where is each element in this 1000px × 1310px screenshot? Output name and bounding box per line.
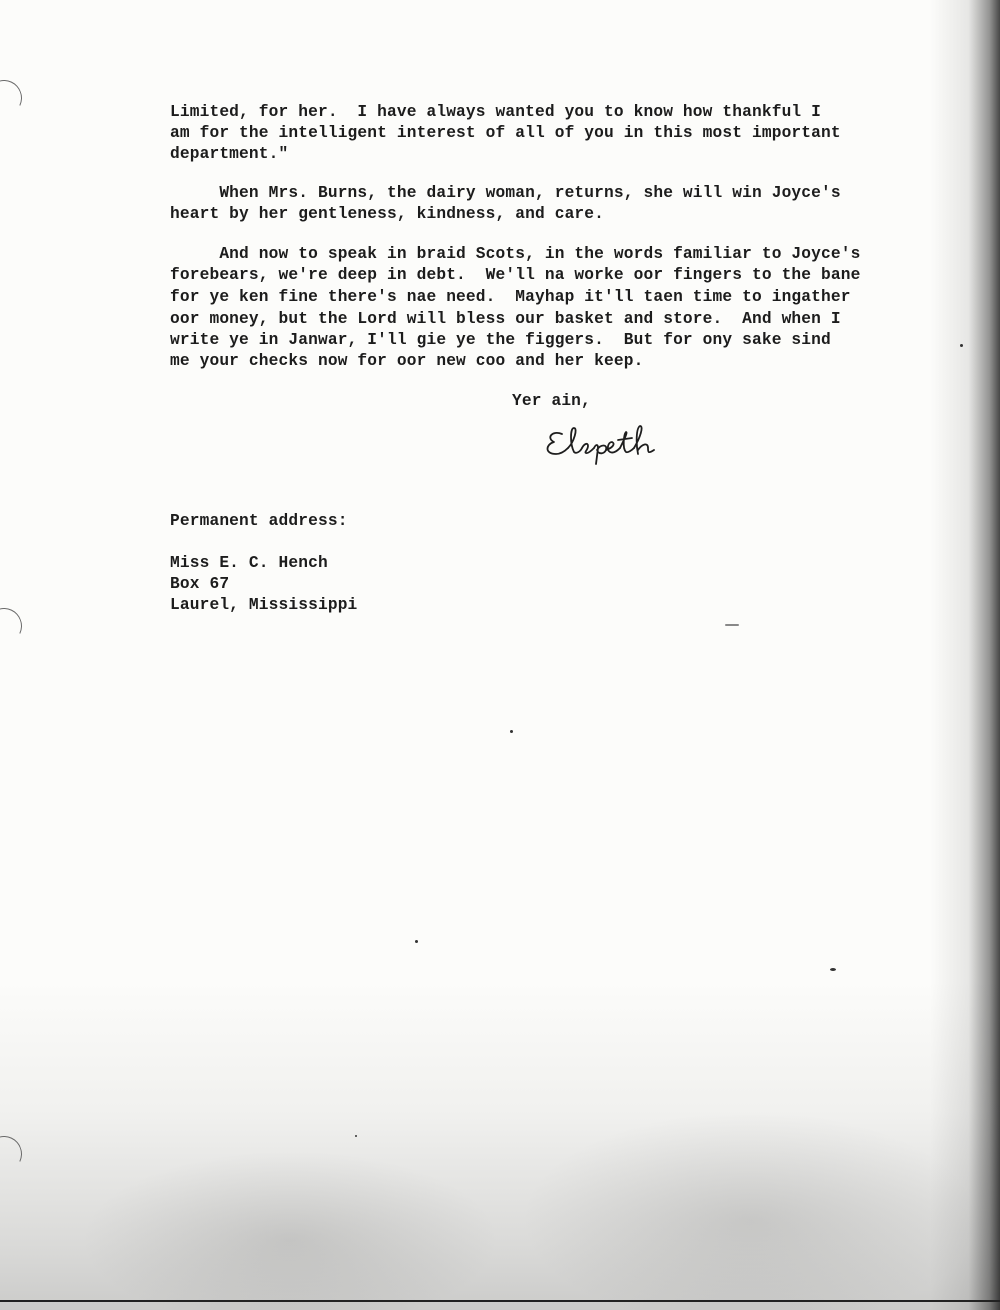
text-line: And now to speak in braid Scots, in the words familiar to Joyce's bbox=[170, 245, 861, 263]
text-line: heart by her gentleness, kindness, and care. bbox=[170, 205, 605, 223]
text-line: write ye in Janwar, I'll gie ye the figgers. But for ony sake sind bbox=[170, 331, 831, 349]
address-label: Permanent address: bbox=[170, 512, 348, 530]
scan-speck bbox=[355, 1135, 357, 1137]
handwritten-signature bbox=[544, 420, 694, 475]
closing-text: Yer ain, bbox=[512, 392, 591, 410]
scan-speck bbox=[725, 624, 739, 626]
text-line: oor money, but the Lord will bless our basket and store. And when I bbox=[170, 310, 841, 328]
scan-shadow-right bbox=[930, 0, 1000, 1310]
scan-speck bbox=[510, 730, 513, 733]
text-line: department." bbox=[170, 145, 289, 163]
text-line: me your checks now for oor new coo and her keep. bbox=[170, 352, 644, 370]
text-line: When Mrs. Burns, the dairy woman, returns, she will win Joyce's bbox=[170, 184, 841, 202]
signature-image bbox=[544, 420, 694, 470]
page-bottom-edge bbox=[0, 1300, 1000, 1302]
scan-speck bbox=[415, 940, 418, 943]
text-line: am for the intelligent interest of all of you in this most important bbox=[170, 124, 841, 142]
text-line: for ye ken fine there's nae need. Mayhap it'll taen time to ingather bbox=[170, 288, 851, 306]
address-line: Miss E. C. Hench bbox=[170, 554, 328, 572]
scan-speck bbox=[960, 344, 963, 347]
scan-speck bbox=[830, 968, 836, 971]
address-line: Laurel, Mississippi bbox=[170, 596, 358, 614]
text-line: forebears, we're deep in debt. We'll na worke oor fingers to the bane bbox=[170, 266, 861, 284]
text-line: Limited, for her. I have always wanted you to know how thankful I bbox=[170, 103, 822, 121]
punch-hole-mark bbox=[0, 603, 27, 649]
address-line: Box 67 bbox=[170, 575, 230, 593]
